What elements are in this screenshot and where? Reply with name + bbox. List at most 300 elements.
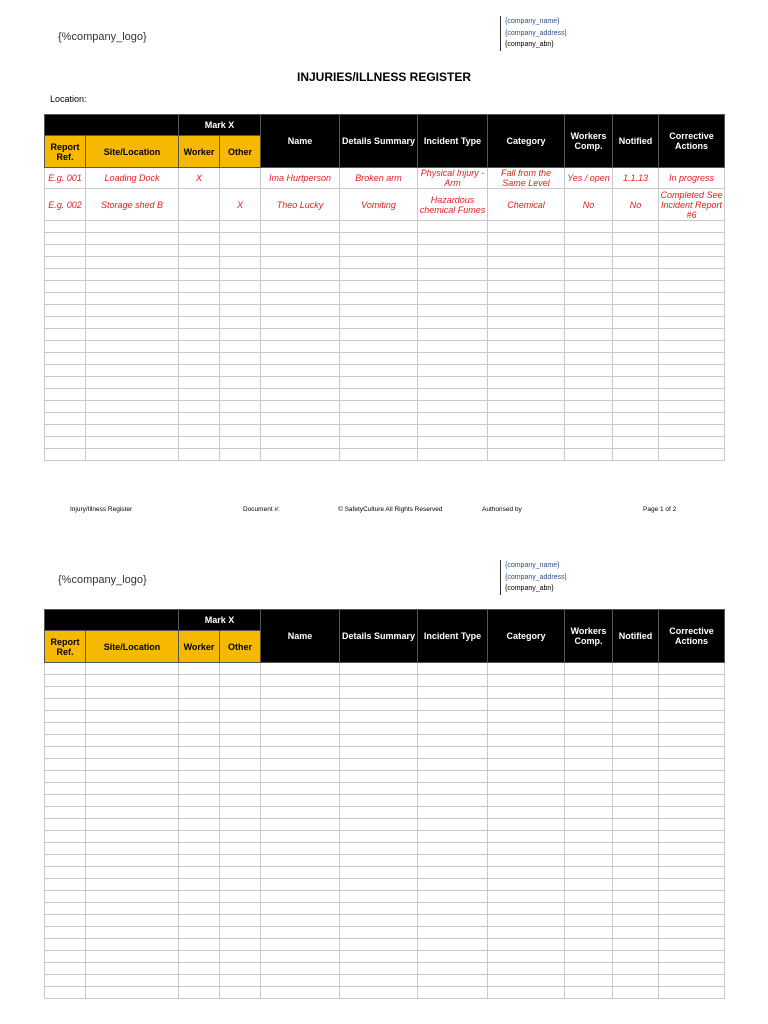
table-cell[interactable]	[488, 963, 565, 975]
table-cell[interactable]	[659, 687, 725, 699]
table-cell[interactable]	[418, 771, 488, 783]
table-cell[interactable]	[45, 687, 86, 699]
table-cell[interactable]	[179, 939, 220, 951]
table-cell[interactable]	[488, 795, 565, 807]
table-cell[interactable]	[418, 425, 488, 437]
table-cell[interactable]	[45, 795, 86, 807]
table-cell[interactable]	[659, 317, 725, 329]
table-cell[interactable]	[179, 663, 220, 675]
table-cell[interactable]	[488, 987, 565, 999]
table-cell[interactable]	[261, 281, 340, 293]
table-cell[interactable]	[613, 723, 659, 735]
table-cell[interactable]	[565, 233, 613, 245]
table-cell[interactable]	[418, 257, 488, 269]
table-cell[interactable]	[86, 843, 179, 855]
table-cell[interactable]	[86, 233, 179, 245]
table-cell[interactable]	[659, 951, 725, 963]
table-cell[interactable]	[179, 747, 220, 759]
table-cell[interactable]	[261, 329, 340, 341]
table-cell[interactable]	[565, 413, 613, 425]
table-cell[interactable]	[418, 233, 488, 245]
table-cell[interactable]	[613, 437, 659, 449]
table-cell[interactable]	[613, 891, 659, 903]
cell-other[interactable]	[220, 168, 261, 189]
table-cell[interactable]	[418, 413, 488, 425]
table-cell[interactable]	[488, 377, 565, 389]
table-cell[interactable]	[179, 293, 220, 305]
table-cell[interactable]	[565, 353, 613, 365]
table-cell[interactable]	[565, 891, 613, 903]
cell-category[interactable]: Fall from the Same Level	[488, 168, 565, 189]
table-cell[interactable]	[86, 891, 179, 903]
table-cell[interactable]	[613, 245, 659, 257]
table-cell[interactable]	[565, 963, 613, 975]
table-cell[interactable]	[565, 329, 613, 341]
table-cell[interactable]	[565, 819, 613, 831]
table-cell[interactable]	[86, 831, 179, 843]
table-cell[interactable]	[45, 663, 86, 675]
cell-report-ref[interactable]: E.g. 002	[45, 189, 86, 221]
table-cell[interactable]	[179, 795, 220, 807]
table-cell[interactable]	[179, 903, 220, 915]
table-cell[interactable]	[659, 257, 725, 269]
table-cell[interactable]	[340, 281, 418, 293]
table-cell[interactable]	[659, 915, 725, 927]
table-cell[interactable]	[340, 831, 418, 843]
table-cell[interactable]	[179, 855, 220, 867]
table-cell[interactable]	[45, 951, 86, 963]
table-cell[interactable]	[488, 867, 565, 879]
table-cell[interactable]	[45, 365, 86, 377]
table-cell[interactable]	[613, 425, 659, 437]
table-cell[interactable]	[45, 975, 86, 987]
table-cell[interactable]	[261, 341, 340, 353]
table-cell[interactable]	[340, 699, 418, 711]
table-cell[interactable]	[86, 329, 179, 341]
table-cell[interactable]	[613, 687, 659, 699]
table-cell[interactable]	[659, 341, 725, 353]
table-cell[interactable]	[179, 783, 220, 795]
table-cell[interactable]	[418, 675, 488, 687]
table-cell[interactable]	[86, 663, 179, 675]
table-cell[interactable]	[45, 389, 86, 401]
table-cell[interactable]	[86, 915, 179, 927]
table-cell[interactable]	[86, 221, 179, 233]
table-cell[interactable]	[86, 413, 179, 425]
table-cell[interactable]	[45, 759, 86, 771]
table-cell[interactable]	[45, 927, 86, 939]
table-cell[interactable]	[220, 245, 261, 257]
table-cell[interactable]	[659, 377, 725, 389]
table-cell[interactable]	[565, 915, 613, 927]
table-cell[interactable]	[340, 819, 418, 831]
cell-other[interactable]: X	[220, 189, 261, 221]
table-cell[interactable]	[220, 987, 261, 999]
table-cell[interactable]	[488, 903, 565, 915]
table-cell[interactable]	[86, 365, 179, 377]
table-cell[interactable]	[261, 819, 340, 831]
table-cell[interactable]	[261, 963, 340, 975]
table-cell[interactable]	[659, 723, 725, 735]
table-cell[interactable]	[613, 795, 659, 807]
table-cell[interactable]	[659, 867, 725, 879]
table-cell[interactable]	[45, 377, 86, 389]
table-cell[interactable]	[261, 389, 340, 401]
table-cell[interactable]	[340, 771, 418, 783]
table-cell[interactable]	[659, 281, 725, 293]
table-cell[interactable]	[613, 807, 659, 819]
table-cell[interactable]	[613, 867, 659, 879]
table-cell[interactable]	[220, 927, 261, 939]
table-cell[interactable]	[220, 317, 261, 329]
table-cell[interactable]	[220, 449, 261, 461]
table-cell[interactable]	[659, 891, 725, 903]
table-cell[interactable]	[488, 365, 565, 377]
table-cell[interactable]	[565, 747, 613, 759]
table-cell[interactable]	[179, 675, 220, 687]
table-cell[interactable]	[565, 723, 613, 735]
table-cell[interactable]	[45, 437, 86, 449]
table-cell[interactable]	[220, 915, 261, 927]
table-cell[interactable]	[45, 449, 86, 461]
table-cell[interactable]	[220, 867, 261, 879]
table-cell[interactable]	[488, 341, 565, 353]
table-cell[interactable]	[86, 281, 179, 293]
table-cell[interactable]	[45, 963, 86, 975]
table-cell[interactable]	[45, 855, 86, 867]
table-cell[interactable]	[488, 687, 565, 699]
table-cell[interactable]	[261, 747, 340, 759]
table-cell[interactable]	[45, 281, 86, 293]
table-cell[interactable]	[86, 855, 179, 867]
table-cell[interactable]	[613, 281, 659, 293]
table-cell[interactable]	[418, 699, 488, 711]
table-cell[interactable]	[659, 843, 725, 855]
table-cell[interactable]	[659, 903, 725, 915]
table-cell[interactable]	[488, 759, 565, 771]
table-cell[interactable]	[179, 699, 220, 711]
table-cell[interactable]	[220, 425, 261, 437]
table-cell[interactable]	[86, 687, 179, 699]
table-cell[interactable]	[613, 329, 659, 341]
table-cell[interactable]	[220, 413, 261, 425]
table-cell[interactable]	[565, 951, 613, 963]
table-cell[interactable]	[565, 807, 613, 819]
table-cell[interactable]	[220, 675, 261, 687]
table-cell[interactable]	[45, 305, 86, 317]
table-cell[interactable]	[418, 987, 488, 999]
table-cell[interactable]	[220, 831, 261, 843]
table-cell[interactable]	[418, 747, 488, 759]
table-cell[interactable]	[418, 389, 488, 401]
table-cell[interactable]	[340, 975, 418, 987]
table-cell[interactable]	[45, 831, 86, 843]
table-cell[interactable]	[179, 963, 220, 975]
table-cell[interactable]	[659, 437, 725, 449]
table-cell[interactable]	[488, 915, 565, 927]
table-cell[interactable]	[340, 233, 418, 245]
cell-notified[interactable]: 1.1.13	[613, 168, 659, 189]
table-cell[interactable]	[565, 855, 613, 867]
table-cell[interactable]	[220, 747, 261, 759]
table-cell[interactable]	[261, 807, 340, 819]
table-cell[interactable]	[45, 711, 86, 723]
table-cell[interactable]	[565, 245, 613, 257]
table-cell[interactable]	[179, 389, 220, 401]
table-cell[interactable]	[418, 353, 488, 365]
table-cell[interactable]	[565, 401, 613, 413]
table-cell[interactable]	[613, 819, 659, 831]
table-cell[interactable]	[261, 759, 340, 771]
table-cell[interactable]	[45, 987, 86, 999]
table-cell[interactable]	[613, 831, 659, 843]
table-cell[interactable]	[659, 329, 725, 341]
table-cell[interactable]	[340, 987, 418, 999]
table-cell[interactable]	[659, 963, 725, 975]
table-cell[interactable]	[488, 723, 565, 735]
table-cell[interactable]	[86, 269, 179, 281]
table-cell[interactable]	[565, 675, 613, 687]
table-cell[interactable]	[220, 891, 261, 903]
table-cell[interactable]	[261, 927, 340, 939]
table-cell[interactable]	[261, 795, 340, 807]
table-cell[interactable]	[488, 855, 565, 867]
table-cell[interactable]	[565, 699, 613, 711]
table-cell[interactable]	[220, 365, 261, 377]
table-cell[interactable]	[659, 425, 725, 437]
table-cell[interactable]	[418, 963, 488, 975]
table-cell[interactable]	[488, 317, 565, 329]
table-cell[interactable]	[659, 831, 725, 843]
table-cell[interactable]	[418, 449, 488, 461]
table-cell[interactable]	[45, 723, 86, 735]
table-cell[interactable]	[418, 293, 488, 305]
table-cell[interactable]	[86, 963, 179, 975]
table-cell[interactable]	[340, 927, 418, 939]
table-cell[interactable]	[418, 723, 488, 735]
table-cell[interactable]	[340, 915, 418, 927]
table-cell[interactable]	[340, 759, 418, 771]
table-cell[interactable]	[179, 951, 220, 963]
table-cell[interactable]	[340, 711, 418, 723]
table-cell[interactable]	[613, 927, 659, 939]
table-cell[interactable]	[220, 353, 261, 365]
table-cell[interactable]	[179, 723, 220, 735]
table-cell[interactable]	[613, 353, 659, 365]
table-cell[interactable]	[488, 699, 565, 711]
table-cell[interactable]	[45, 257, 86, 269]
table-cell[interactable]	[488, 281, 565, 293]
cell-incident-type[interactable]: Hazardous chemical Fumes	[418, 189, 488, 221]
table-cell[interactable]	[220, 221, 261, 233]
table-cell[interactable]	[418, 939, 488, 951]
table-cell[interactable]	[418, 819, 488, 831]
table-cell[interactable]	[86, 747, 179, 759]
table-cell[interactable]	[220, 257, 261, 269]
table-cell[interactable]	[613, 879, 659, 891]
table-cell[interactable]	[613, 413, 659, 425]
table-cell[interactable]	[418, 735, 488, 747]
table-cell[interactable]	[565, 449, 613, 461]
table-cell[interactable]	[613, 711, 659, 723]
table-cell[interactable]	[220, 233, 261, 245]
table-cell[interactable]	[261, 233, 340, 245]
table-cell[interactable]	[220, 293, 261, 305]
table-cell[interactable]	[220, 771, 261, 783]
cell-details-summary[interactable]: Vomiting	[340, 189, 418, 221]
table-cell[interactable]	[565, 425, 613, 437]
table-cell[interactable]	[86, 437, 179, 449]
table-cell[interactable]	[340, 257, 418, 269]
table-cell[interactable]	[261, 951, 340, 963]
table-cell[interactable]	[418, 783, 488, 795]
table-cell[interactable]	[340, 795, 418, 807]
table-cell[interactable]	[261, 221, 340, 233]
table-cell[interactable]	[565, 257, 613, 269]
cell-workers-comp[interactable]: No	[565, 189, 613, 221]
table-cell[interactable]	[220, 687, 261, 699]
table-cell[interactable]	[418, 269, 488, 281]
table-cell[interactable]	[418, 329, 488, 341]
table-cell[interactable]	[565, 437, 613, 449]
table-cell[interactable]	[220, 269, 261, 281]
cell-corrective-actions[interactable]: In progress	[659, 168, 725, 189]
table-cell[interactable]	[45, 425, 86, 437]
table-cell[interactable]	[340, 329, 418, 341]
table-cell[interactable]	[340, 963, 418, 975]
table-cell[interactable]	[340, 735, 418, 747]
table-cell[interactable]	[488, 353, 565, 365]
table-cell[interactable]	[86, 257, 179, 269]
table-cell[interactable]	[565, 735, 613, 747]
table-cell[interactable]	[418, 903, 488, 915]
table-cell[interactable]	[179, 245, 220, 257]
table-cell[interactable]	[659, 699, 725, 711]
table-cell[interactable]	[179, 425, 220, 437]
table-cell[interactable]	[261, 449, 340, 461]
table-cell[interactable]	[488, 927, 565, 939]
table-cell[interactable]	[613, 699, 659, 711]
table-cell[interactable]	[340, 867, 418, 879]
table-cell[interactable]	[261, 903, 340, 915]
table-cell[interactable]	[565, 687, 613, 699]
table-cell[interactable]	[418, 305, 488, 317]
table-cell[interactable]	[340, 951, 418, 963]
table-cell[interactable]	[86, 759, 179, 771]
table-cell[interactable]	[565, 795, 613, 807]
table-cell[interactable]	[659, 663, 725, 675]
table-cell[interactable]	[565, 377, 613, 389]
cell-name[interactable]: Theo Lucky	[261, 189, 340, 221]
table-cell[interactable]	[340, 675, 418, 687]
table-cell[interactable]	[261, 663, 340, 675]
table-cell[interactable]	[220, 963, 261, 975]
table-cell[interactable]	[613, 377, 659, 389]
table-cell[interactable]	[179, 353, 220, 365]
table-cell[interactable]	[565, 269, 613, 281]
table-cell[interactable]	[220, 711, 261, 723]
table-cell[interactable]	[418, 855, 488, 867]
table-cell[interactable]	[488, 233, 565, 245]
table-cell[interactable]	[659, 807, 725, 819]
table-cell[interactable]	[340, 891, 418, 903]
table-cell[interactable]	[261, 891, 340, 903]
table-cell[interactable]	[418, 915, 488, 927]
table-cell[interactable]	[659, 795, 725, 807]
table-cell[interactable]	[565, 221, 613, 233]
table-cell[interactable]	[565, 759, 613, 771]
table-cell[interactable]	[565, 341, 613, 353]
cell-report-ref[interactable]: E.g. 001	[45, 168, 86, 189]
table-cell[interactable]	[179, 449, 220, 461]
table-cell[interactable]	[261, 425, 340, 437]
table-cell[interactable]	[565, 293, 613, 305]
table-cell[interactable]	[179, 915, 220, 927]
table-cell[interactable]	[179, 365, 220, 377]
table-cell[interactable]	[613, 975, 659, 987]
table-cell[interactable]	[45, 783, 86, 795]
table-cell[interactable]	[340, 687, 418, 699]
table-cell[interactable]	[659, 747, 725, 759]
table-cell[interactable]	[261, 879, 340, 891]
table-cell[interactable]	[418, 401, 488, 413]
table-cell[interactable]	[261, 867, 340, 879]
table-cell[interactable]	[261, 831, 340, 843]
table-cell[interactable]	[488, 891, 565, 903]
table-cell[interactable]	[613, 449, 659, 461]
table-cell[interactable]	[659, 233, 725, 245]
table-cell[interactable]	[613, 987, 659, 999]
cell-site-location[interactable]: Loading Dock	[86, 168, 179, 189]
table-cell[interactable]	[659, 389, 725, 401]
table-cell[interactable]	[220, 795, 261, 807]
cell-worker[interactable]	[179, 189, 220, 221]
table-cell[interactable]	[340, 783, 418, 795]
table-cell[interactable]	[220, 735, 261, 747]
table-cell[interactable]	[488, 329, 565, 341]
table-cell[interactable]	[488, 939, 565, 951]
table-cell[interactable]	[565, 389, 613, 401]
table-cell[interactable]	[613, 401, 659, 413]
table-cell[interactable]	[613, 963, 659, 975]
table-cell[interactable]	[613, 915, 659, 927]
table-cell[interactable]	[340, 747, 418, 759]
table-cell[interactable]	[418, 663, 488, 675]
table-cell[interactable]	[179, 269, 220, 281]
table-cell[interactable]	[340, 365, 418, 377]
table-cell[interactable]	[488, 413, 565, 425]
table-cell[interactable]	[220, 329, 261, 341]
table-cell[interactable]	[565, 831, 613, 843]
table-cell[interactable]	[179, 843, 220, 855]
table-cell[interactable]	[659, 879, 725, 891]
table-cell[interactable]	[340, 879, 418, 891]
table-cell[interactable]	[45, 879, 86, 891]
table-cell[interactable]	[86, 341, 179, 353]
table-cell[interactable]	[418, 927, 488, 939]
table-cell[interactable]	[340, 221, 418, 233]
table-cell[interactable]	[45, 747, 86, 759]
table-cell[interactable]	[418, 867, 488, 879]
table-cell[interactable]	[340, 317, 418, 329]
table-cell[interactable]	[488, 221, 565, 233]
table-cell[interactable]	[488, 449, 565, 461]
table-cell[interactable]	[220, 663, 261, 675]
table-cell[interactable]	[488, 975, 565, 987]
table-cell[interactable]	[45, 341, 86, 353]
table-cell[interactable]	[659, 711, 725, 723]
table-cell[interactable]	[613, 675, 659, 687]
